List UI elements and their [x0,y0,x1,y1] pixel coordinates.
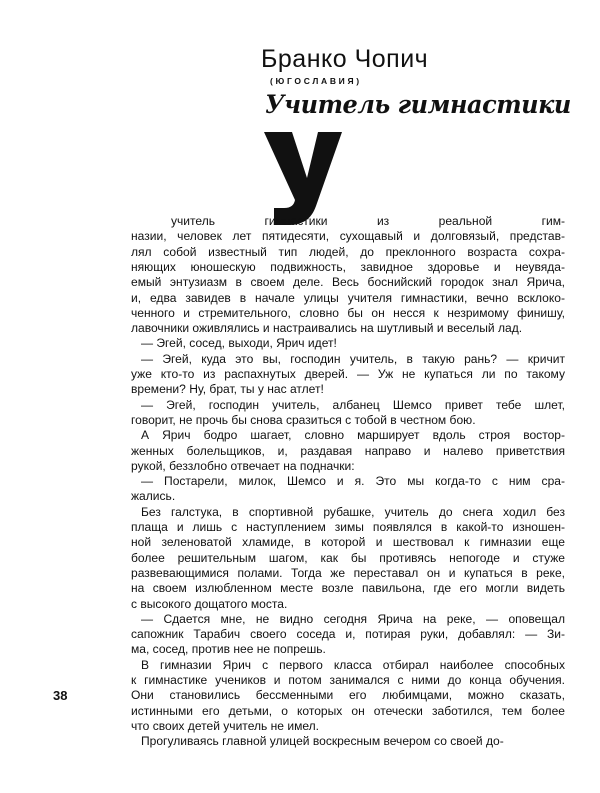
text-line: более решительным шагом, как бы противясь непогоде и стуже [131,550,565,565]
text-line: к гимнастике учеников и потом занимался с ними до конца обучения. [131,673,565,687]
text-line: — Сдается мне, не видно сегодня Ярича на реке, — оповещал [141,611,565,626]
text-line: уже кто-то из распахнутых дверей. — Уж не купаться ли по такому [131,367,565,381]
text-line: ной зеленоватой хламиде, в которой и шествовал к гимназии еще [131,535,565,550]
text-line: Прогуливаясь главной улицей воскресным вечером со своей до- [141,734,504,749]
text-line: — Эгей, господин учитель, албанец Шемсо привет тебе шлет, [141,397,565,412]
text-line: говорит, не прочь бы снова сразиться с тобой в честном бою. [131,412,476,427]
text-line: — Постарели, милок, Шемсо и я. Это мы когда-то с ним сра- [141,474,565,489]
story-title: Учитель гимнастики [265,90,571,119]
text-line: жались. [131,489,176,504]
author-name: Бранко Чопич [261,45,429,73]
text-line: няющих юношескую подвижность, завидное здоровье и неувяда- [131,259,565,274]
text-line: с высокого дощатого моста. [131,596,288,611]
text-line: — Эгей, куда это вы, господин учитель, в такую рань? — кричит [141,351,565,366]
text-line: истинными его детьми, о которых он отечески заботился, тем более [131,703,565,718]
text-line: учитель гимнастики из реальной гим- [171,214,565,228]
text-line: ченного и стремительного, словно бы он несся к незримому финишу, [131,305,565,320]
text-line: А Ярич бодро шагает, словно марширует вдоль строя востор- [141,428,565,443]
text-line: развевающимися полами. Тогда же переставал он и купаться в реке, [131,565,565,580]
text-line: В гимназии Ярич с первого класса отбирал наиболее способных [141,657,565,672]
page-number: 38 [53,688,68,703]
author-country: (ЮГОСЛАВИЯ) [270,76,362,86]
text-line: женных болельщиков, и, раздавая направо и налево приветствия [131,443,565,458]
text-line: плаща и лишь с наступлением зимы появлялся в какой-то изношен- [131,520,565,534]
text-line: сапожник Тарабич своего соседа и, потирая руки, добавлял: — Зи- [131,627,565,642]
drop-cap-glyph [262,130,344,226]
drop-cap [262,130,344,226]
text-line: назии, человек лет пятидесяти, сухощавый и долговязый, представ- [131,229,565,244]
text-line: Без галстука, в спортивной рубашке, учитель до снега ходил без [141,504,565,519]
text-line: емый энтузиазм в своем деле. Весь боснийский городок знал Ярича, [131,275,565,290]
text-line: на своем излюбленном месте возле павильона, где его могли видеть [131,581,565,596]
text-line: времени? Ну, брат, ты у нас атлет! [131,382,324,397]
text-line: лавочники оживлялись и настраивались на шутливый и веселый лад. [131,321,523,336]
text-line: ма, сосед, против нее не попрешь. [131,642,326,657]
text-line: Они становились бессменными его любимцами, можно сказать, [131,688,565,703]
text-line: рукой, беззлобно отвечает на подначки: [131,458,355,473]
text-line: лял собой известный тип людей, до преклонного возраста сохра- [131,244,565,259]
text-line: — Эгей, сосед, выходи, Ярич идет! [141,336,337,351]
text-line: что своих детей учитель не имел. [131,718,320,733]
text-line: и, едва завидев в начале улицы учителя гимнастики, вечно всклоко- [131,290,565,305]
